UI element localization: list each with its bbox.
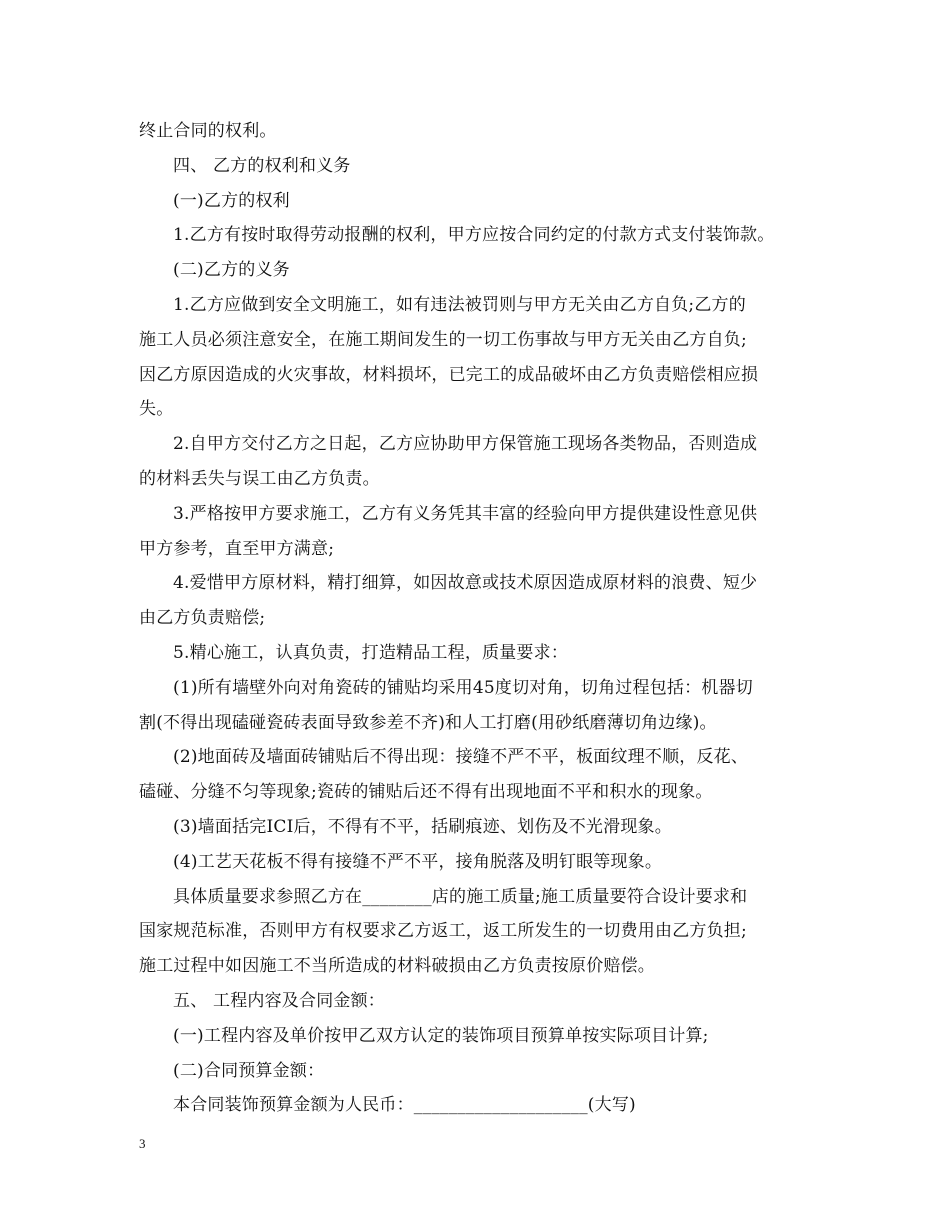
section-heading: 五、 工程内容及合同金额： [173, 990, 386, 1011]
page-number: 3 [139, 1136, 146, 1151]
subsection-heading: (二)合同预算金额： [173, 1060, 325, 1081]
text-line: 终止合同的权利。 [139, 121, 277, 141]
text-line: 5.精心施工，认真负责，打造精品工程，质量要求： [173, 642, 569, 663]
text-line: (2)地面砖及墙面砖铺贴后不得出现：接缝不严不平，板面纹理不顺，反花、 [173, 747, 749, 768]
subsection-heading: (一)乙方的权利 [173, 190, 290, 211]
text-line: 具体质量要求参照乙方在________店的施工质量;施工质量要符合设计要求和 [173, 886, 748, 907]
text-line: 施工过程中如因施工不当所造成的材料破损由乙方负责按原价赔偿。 [139, 956, 655, 977]
subsection-heading: (二)乙方的义务 [173, 260, 290, 281]
text-line: 4.爱惜甲方原材料，精打细算，如因故意或技术原因造成原材料的浪费、短少 [173, 573, 758, 594]
section-heading: 四、 乙方的权利和义务 [173, 155, 351, 176]
text-line: 2.自甲方交付乙方之日起，乙方应协助甲方保管施工现场各类物品，否则造成 [173, 434, 758, 455]
text-line: 由乙方负责赔偿; [139, 608, 266, 629]
text-line: 甲方参考，直至甲方满意; [139, 538, 335, 559]
text-line: 割(不得出现磕碰瓷砖表面导致参差不齐)和人工打磨(用砂纸磨薄切角边缘)。 [139, 712, 717, 733]
text-line: 本合同装饰预算金额为人民币：____________________(大写) [173, 1095, 636, 1116]
text-line: (4)工艺天花板不得有接缝不严不平，接角脱落及明钉眼等现象。 [173, 851, 663, 872]
text-line: 国家规范标准，否则甲方有权要求乙方返工，返工所发生的一切费用由乙方负担; [139, 921, 747, 942]
text-line: 失。 [139, 399, 174, 420]
text-line: (一)工程内容及单价按甲乙双方认定的装饰项目预算单按实际项目计算; [173, 1025, 709, 1046]
text-line: 磕碰、分缝不匀等现象;瓷砖的铺贴后还不得有出现地面不平和积水的现象。 [139, 782, 713, 803]
text-line: 1.乙方应做到安全文明施工，如有违法被罚则与甲方无关由乙方自负;乙方的 [173, 294, 746, 315]
text-line: 施工人员必须注意安全，在施工期间发生的一切工伤事故与甲方无关由乙方自负; [139, 329, 747, 350]
text-line: 1.乙方有按时取得劳动报酬的权利，甲方应按合同约定的付款方式支付装饰款。 [173, 225, 775, 246]
document-body [139, 114, 819, 1123]
text-line: (1)所有墙壁外向对角瓷砖的铺贴均采用45度切对角，切角过程包括：机器切 [173, 677, 753, 698]
text-line: 的材料丢失与误工由乙方负责。 [139, 468, 380, 489]
text-line: 因乙方原因造成的火灾事故，材料损坏，已完工的成品破坏由乙方负责赔偿相应损 [139, 364, 759, 385]
text-line: 3.严格按甲方要求施工，乙方有义务凭其丰富的经验向甲方提供建设性意见供 [173, 503, 758, 524]
text-line: (3)墙面括完ICI后，不得有不平，括刷痕迹、划伤及不光滑现象。 [173, 816, 672, 837]
